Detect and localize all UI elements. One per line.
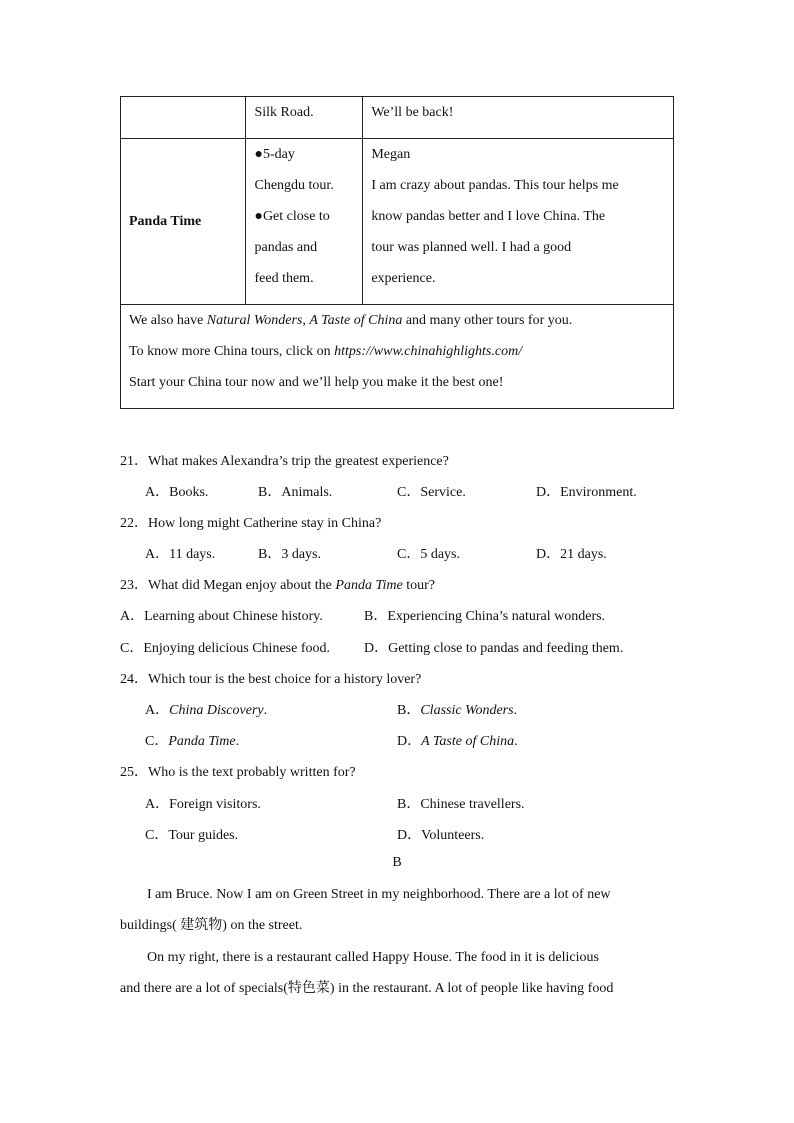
option-a (145, 699, 267, 719)
text: To know more China tours, click on (129, 344, 335, 359)
tour-table (120, 96, 674, 409)
tour-review (363, 139, 674, 305)
footer-line-3: Start your China tour now and we’ll help you make it the best one! (129, 375, 504, 390)
reviewer-name: Megan (371, 147, 411, 162)
option-d: D．Environment. (536, 485, 637, 500)
paragraph-line: I am Bruce. Now I am on Green Street in my neighborhood. There are a lot of new (147, 887, 611, 902)
option-d: D．21 days. (536, 547, 607, 562)
text: tour? (402, 578, 435, 593)
paragraph-line: and there are a lot of specials(特色菜) in the restaurant. A lot of people like having food (120, 981, 614, 996)
option-b: B．Chinese travellers. (397, 797, 525, 812)
text: . (514, 734, 518, 749)
review-line: tour was planned well. I had a good (371, 240, 572, 255)
option-c: C．5 days. (397, 547, 460, 562)
option-c: C．Tour guides. (145, 828, 239, 843)
text: . (513, 703, 518, 718)
option-b: B．Animals. (258, 485, 333, 500)
table-row (121, 97, 674, 139)
question-22: 22．How long might Catherine stay in China? (120, 516, 382, 531)
feature-line: ●Get close to (254, 209, 330, 224)
option-letter: B． (397, 703, 421, 718)
option-letter: A． (145, 703, 170, 718)
text: . (235, 734, 240, 749)
text: We also have (129, 313, 207, 328)
option-b (397, 699, 517, 719)
tour-features (246, 139, 363, 305)
option-letter: C． (145, 734, 169, 749)
text: , (302, 313, 310, 328)
tour-title: China Discovery (169, 703, 264, 718)
option-d: D．Volunteers. (397, 828, 485, 843)
text: 23．What did Megan enjoy about the (120, 578, 336, 593)
paragraph-line: On my right, there is a restaurant called Happy House. The food in it is delicious (147, 950, 599, 965)
option-b: B．3 days. (258, 547, 321, 562)
option-c: C．Enjoying delicious Chinese food. (120, 641, 330, 656)
feature-line: feed them. (254, 271, 314, 286)
table-cell-empty (121, 97, 246, 139)
review-line: experience. (371, 271, 436, 286)
table-cell-review: We’ll be back! (363, 97, 674, 139)
tour-title: Panda Time (168, 734, 236, 749)
tour-title: Classic Wonders (420, 703, 514, 718)
website-link[interactable]: https://www.chinahighlights.com/ (334, 344, 523, 359)
option-d (397, 730, 518, 750)
option-a: A．Books. (145, 485, 209, 500)
footer-line-2 (129, 336, 665, 367)
section-label: B (392, 855, 402, 870)
footer-line-1 (129, 305, 665, 336)
table-row (121, 139, 674, 305)
text: and many other tours for you. (402, 313, 573, 328)
option-a: A．11 days. (145, 547, 216, 562)
table-cell-features: Silk Road. (246, 97, 363, 139)
feature-line: Chengdu tour. (254, 178, 334, 193)
paragraph-line: buildings( 建筑物) on the street. (120, 918, 303, 933)
option-a: A．Foreign visitors. (145, 797, 261, 812)
tour-title: Panda Time (335, 578, 403, 593)
option-a: A．Learning about Chinese history. (120, 609, 323, 624)
tour-title: Natural Wonders (206, 313, 303, 328)
feature-line: ●5-day (254, 147, 295, 162)
option-letter: D． (397, 734, 422, 749)
question-21: 21．What makes Alexandra’s trip the greatest experience? (120, 454, 449, 469)
review-line: know pandas better and I love China. The (371, 209, 606, 224)
question-24: 24．Which tour is the best choice for a history lover? (120, 672, 422, 687)
review-line: I am crazy about pandas. This tour helps me (371, 178, 619, 193)
option-d: D．Getting close to pandas and feeding them. (364, 641, 624, 656)
option-b: B．Experiencing China’s natural wonders. (364, 609, 606, 624)
feature-line: pandas and (254, 240, 318, 255)
tour-title: A Taste of China (421, 734, 515, 749)
question-25: 25．Who is the text probably written for? (120, 765, 356, 780)
text: . (263, 703, 268, 718)
tour-title: A Taste of China (309, 313, 403, 328)
option-c (145, 730, 239, 750)
tour-name-panda-time: Panda Time (121, 139, 246, 305)
table-footer (121, 305, 674, 409)
question-23 (120, 574, 435, 594)
option-c: C．Service. (397, 485, 466, 500)
table-footer-row (121, 305, 674, 409)
